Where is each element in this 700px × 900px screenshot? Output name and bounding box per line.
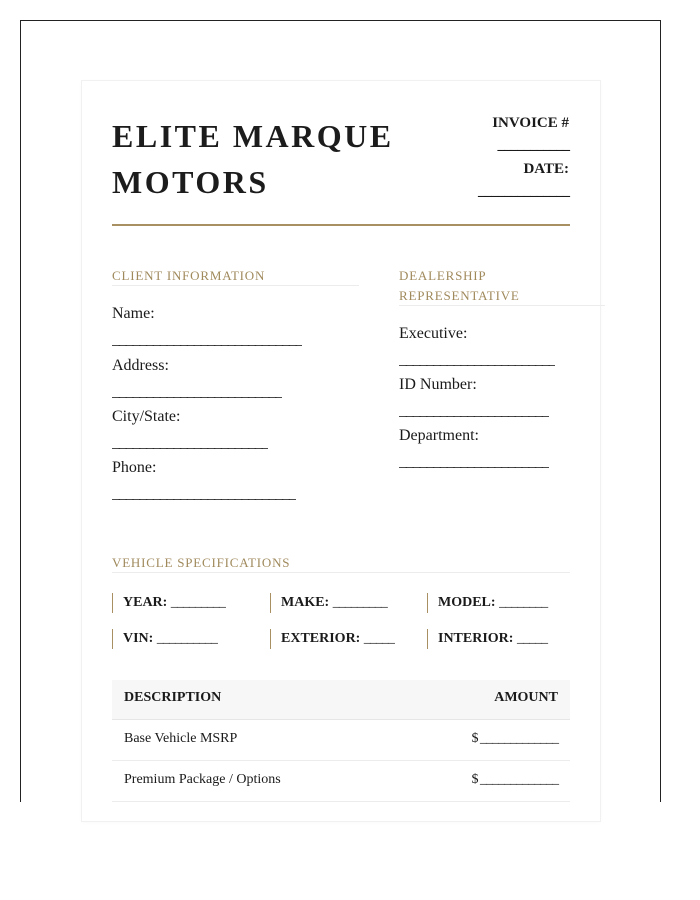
client-name-field[interactable]: ____________________________ xyxy=(112,331,303,348)
description-column-header: DESCRIPTION xyxy=(124,690,222,705)
spec-vin-field[interactable]: __________ xyxy=(156,631,217,646)
spec-make[interactable] xyxy=(270,593,387,613)
spec-model-label: MODEL: xyxy=(438,595,496,610)
client-city-state-label: City/State: xyxy=(112,408,181,425)
client-name-label: Name: xyxy=(112,305,155,322)
company-name-line1: ELITE MARQUE xyxy=(112,118,394,154)
spec-model-field[interactable]: ________ xyxy=(499,595,548,610)
executive-label: Executive: xyxy=(399,325,468,342)
vehicle-specs-heading: VEHICLE SPECIFICATIONS xyxy=(112,555,291,570)
client-phone-field[interactable]: ___________________________ xyxy=(112,485,296,502)
spec-exterior[interactable] xyxy=(270,629,394,649)
spec-model[interactable] xyxy=(427,593,547,613)
executive-field[interactable]: _______________________ xyxy=(399,351,556,368)
spec-year-label: YEAR: xyxy=(123,595,168,610)
invoice-number-label: INVOICE # xyxy=(492,115,569,131)
client-address-field[interactable]: _________________________ xyxy=(112,383,283,400)
header-divider xyxy=(112,224,570,226)
client-info-heading: CLIENT INFORMATION xyxy=(112,268,266,283)
client-city-state-field[interactable]: _______________________ xyxy=(112,434,269,451)
spec-exterior-field[interactable]: _____ xyxy=(363,631,394,646)
dealership-rep-heading-line1: DEALERSHIP xyxy=(399,268,487,283)
dealership-rep-heading xyxy=(399,266,520,305)
spec-make-field[interactable]: _________ xyxy=(332,595,387,610)
date-label: DATE: xyxy=(523,161,569,177)
client-phone-label: Phone: xyxy=(112,459,157,476)
id-number-label: ID Number: xyxy=(399,376,477,393)
spec-year-field[interactable]: _________ xyxy=(170,595,225,610)
table-row xyxy=(112,720,570,761)
line-item-amount-field[interactable]: $ _____________ xyxy=(471,772,558,787)
dealership-rep-heading-line2: REPRESENTATIVE xyxy=(399,287,520,303)
vehicle-specs-rule xyxy=(112,572,570,573)
company-name-line2: MOTORS xyxy=(112,164,269,200)
id-number-field[interactable]: ______________________ xyxy=(399,402,549,419)
spec-make-label: MAKE: xyxy=(281,595,330,610)
invoice-number-field[interactable]: ___________ xyxy=(497,137,569,153)
spec-year[interactable] xyxy=(112,593,225,613)
spec-interior-field[interactable]: _____ xyxy=(516,631,547,646)
client-address-label: Address: xyxy=(112,357,169,374)
company-name xyxy=(112,113,412,205)
spec-interior-label: INTERIOR: xyxy=(438,631,514,646)
date-field[interactable]: ______________ xyxy=(478,183,569,199)
spec-vin-label: VIN: xyxy=(123,631,154,646)
spec-exterior-label: EXTERIOR: xyxy=(281,631,361,646)
amount-column-header: AMOUNT xyxy=(494,690,558,705)
spec-interior[interactable] xyxy=(427,629,547,649)
line-items-header xyxy=(112,680,570,720)
department-field[interactable]: ______________________ xyxy=(399,453,549,470)
line-item-amount-field[interactable]: $ _____________ xyxy=(471,731,558,746)
line-item-description: Premium Package / Options xyxy=(124,772,281,787)
line-item-description: Base Vehicle MSRP xyxy=(124,731,238,746)
spec-vin[interactable] xyxy=(112,629,217,649)
client-info-rule xyxy=(112,285,359,286)
table-row xyxy=(112,761,570,802)
department-label: Department: xyxy=(399,427,479,444)
dealership-rep-rule xyxy=(399,305,605,306)
